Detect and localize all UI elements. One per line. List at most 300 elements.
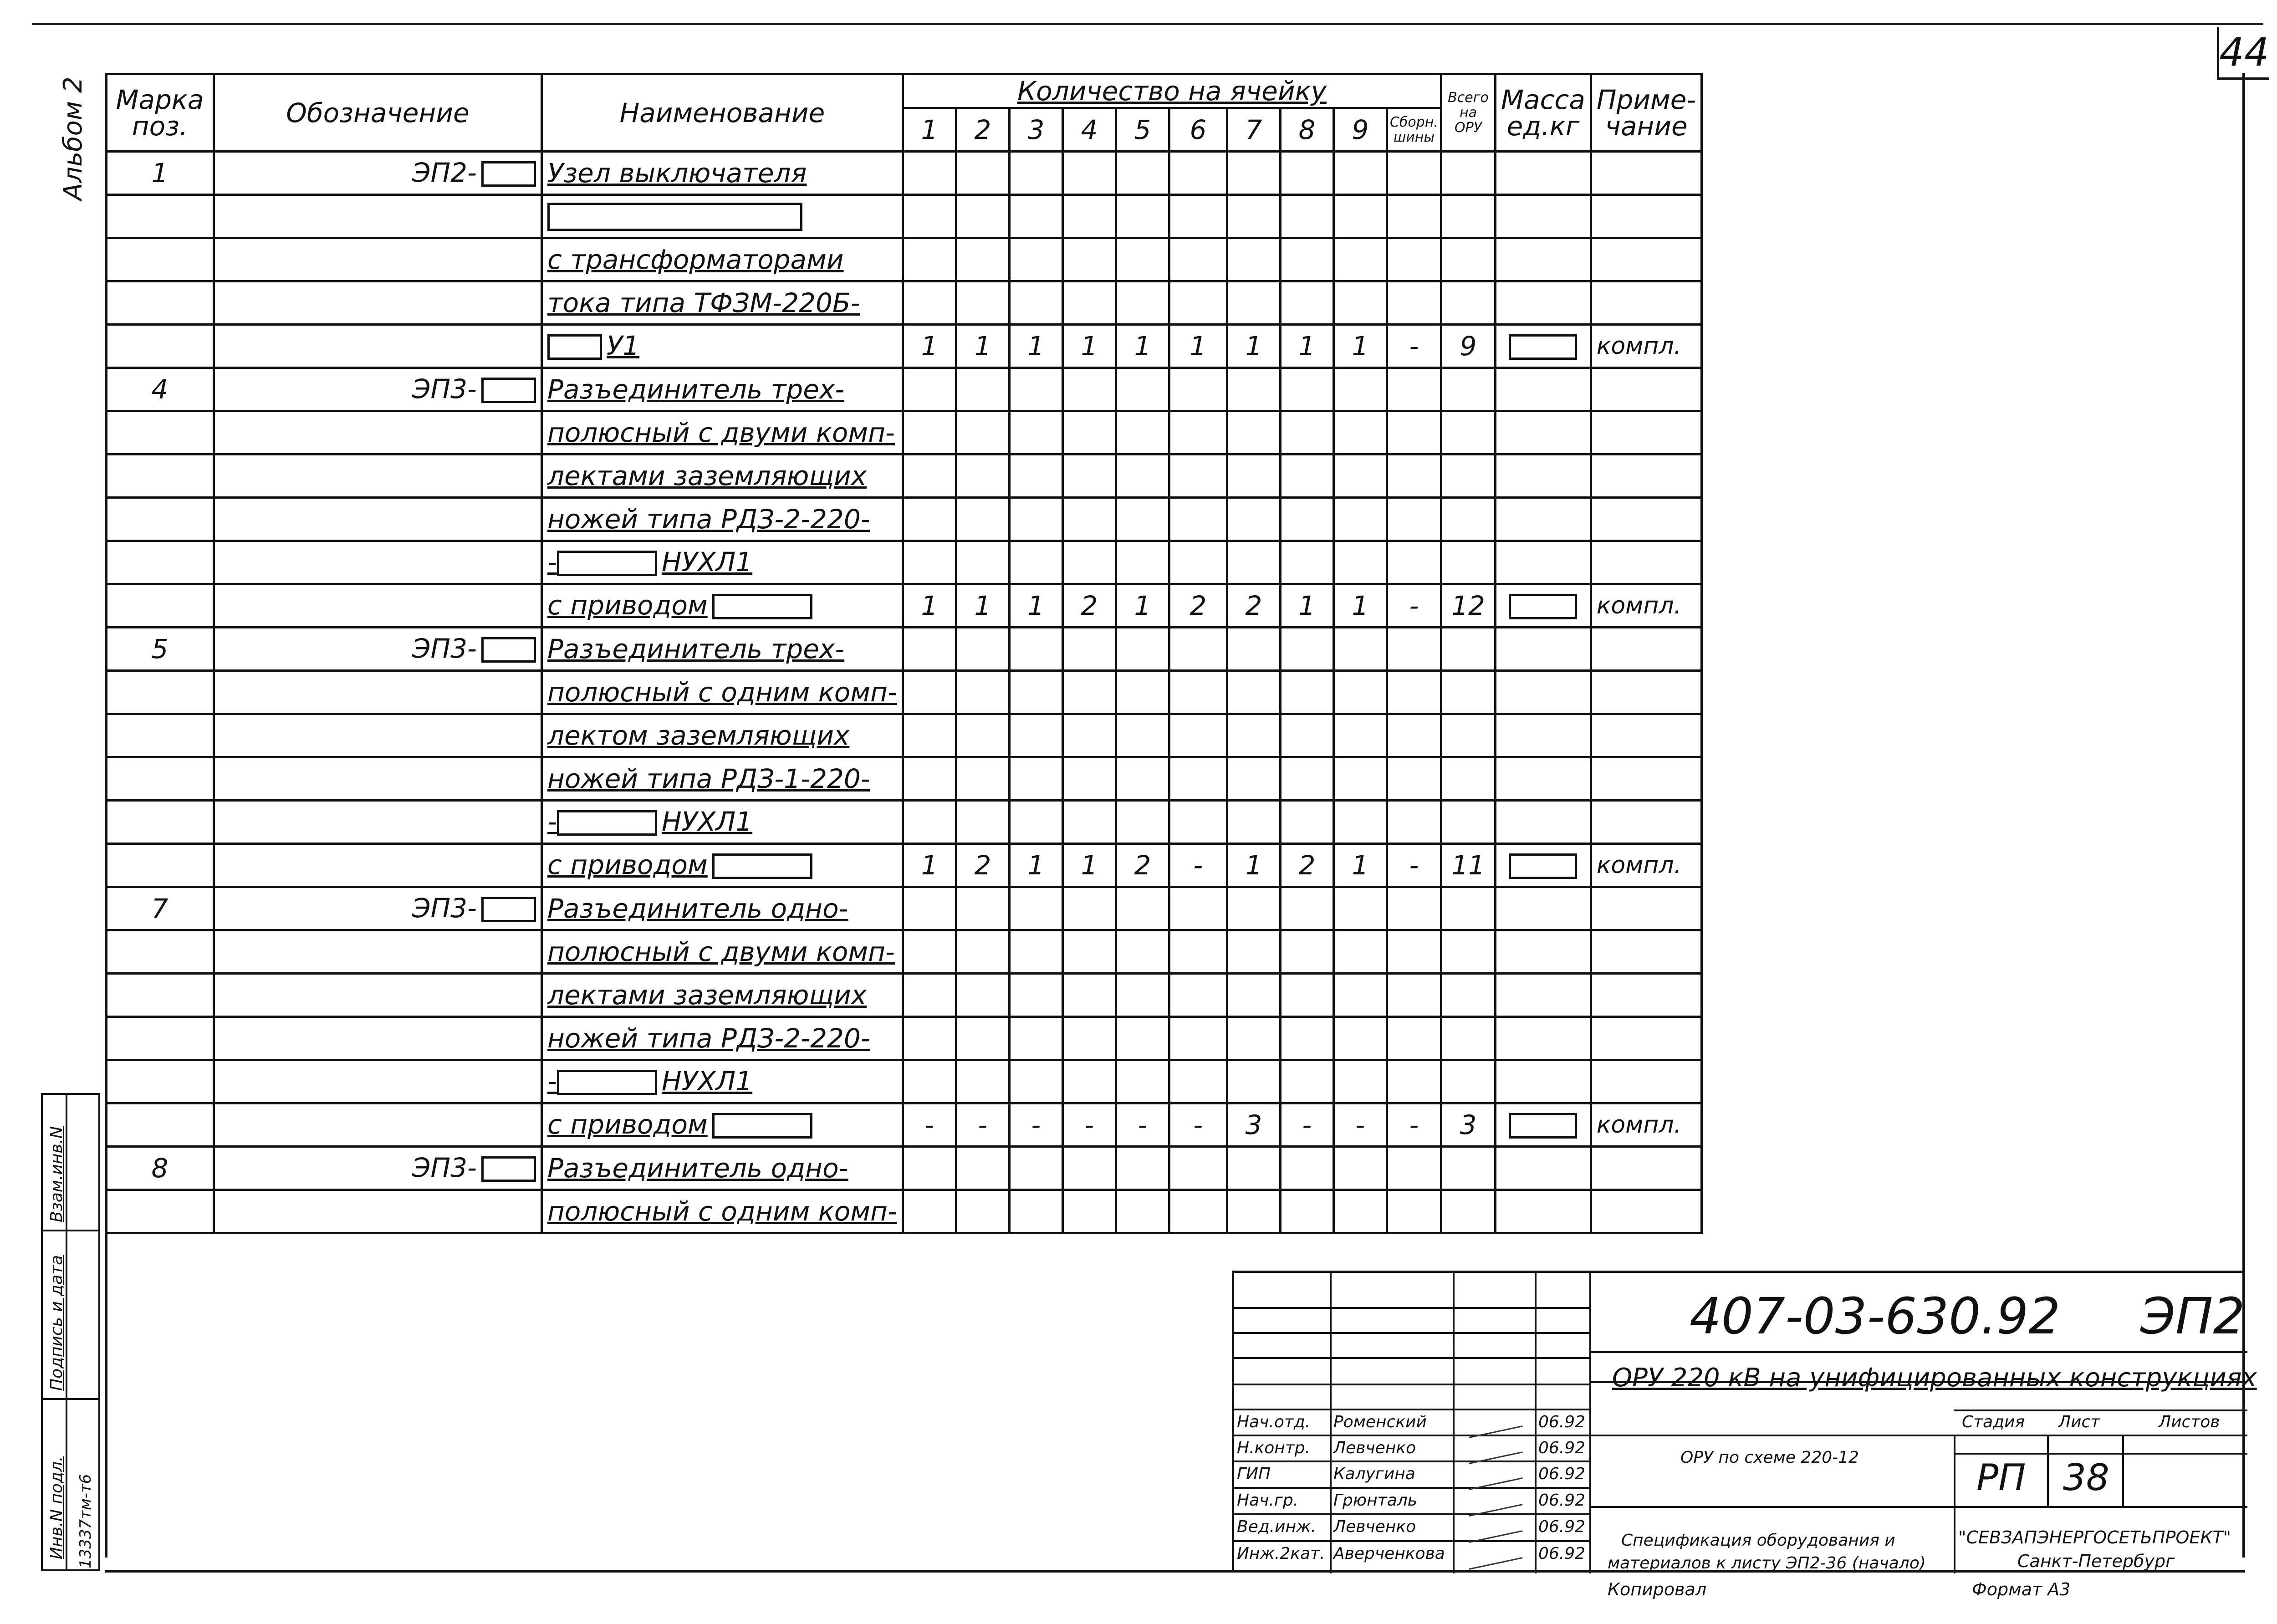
cell-mass [1496, 238, 1591, 281]
cell-marka [106, 1103, 214, 1147]
cell-qty [903, 281, 956, 325]
cell-qty: - [1169, 844, 1227, 887]
cell-qty [1062, 930, 1116, 974]
cell-marka [106, 1190, 214, 1233]
cell-qty [1062, 238, 1116, 281]
cell-total [1441, 801, 1496, 844]
cell-qty [956, 671, 1009, 714]
cell-naimenovanie [542, 411, 903, 455]
cell-naimenovanie [542, 1190, 903, 1233]
cell-qty [1387, 368, 1441, 411]
cell-qty [1169, 974, 1227, 1017]
cell-qty [1227, 281, 1280, 325]
cell-qty [903, 455, 956, 498]
cell-qty [1333, 498, 1387, 541]
cell-qty [1169, 714, 1227, 757]
cell-qty [903, 498, 956, 541]
cell-note [1591, 368, 1702, 411]
cell-qty [1227, 714, 1280, 757]
cell-qty [1280, 152, 1333, 195]
table-row [106, 887, 1702, 930]
cell-total [1441, 498, 1496, 541]
name-text: тока типа ТФЗМ-220Б- [547, 287, 860, 318]
cell-marka [106, 455, 214, 498]
doc-subtitle-1: ОРУ по схеме 220-12 [1680, 1448, 1859, 1467]
cell-note [1591, 1190, 1702, 1233]
cell-oboznachenie [214, 801, 542, 844]
cell-mass [1496, 671, 1591, 714]
cell-qty [1333, 455, 1387, 498]
cell-qty [1116, 411, 1169, 455]
table-row [106, 1190, 1702, 1233]
cell-total [1441, 671, 1496, 714]
cell-qty: - [1280, 1103, 1333, 1147]
cell-naimenovanie [542, 887, 903, 930]
cell-qty [1116, 801, 1169, 844]
col-header-cell-4: 4 [1062, 108, 1116, 152]
cell-mass [1496, 628, 1591, 671]
cell-qty [956, 195, 1009, 238]
cell-qty [1227, 757, 1280, 801]
signature-name: Аверченкова [1333, 1544, 1445, 1563]
cell-qty [1062, 974, 1116, 1017]
name-text: лектом заземляющих [547, 720, 850, 751]
cell-qty [1009, 411, 1062, 455]
col-header-cell-6: 6 [1169, 108, 1227, 152]
cell-qty [1116, 1060, 1169, 1103]
oboznachenie-text: ЭП3- [412, 1152, 477, 1183]
cell-mass [1496, 844, 1591, 887]
cell-qty: 1 [1280, 325, 1333, 368]
oboznachenie-text: ЭП3- [412, 633, 477, 664]
cell-qty [956, 411, 1009, 455]
cell-qty [903, 714, 956, 757]
signature-role: Н.контр. [1237, 1439, 1311, 1457]
table-row [106, 238, 1702, 281]
cell-qty [1116, 152, 1169, 195]
cell-qty [1333, 671, 1387, 714]
table-row [106, 714, 1702, 757]
cell-qty [1116, 455, 1169, 498]
cell-qty [956, 541, 1009, 584]
specification-table [105, 73, 1703, 1234]
cell-naimenovanie [542, 1103, 903, 1147]
table-row [106, 1103, 1702, 1147]
cell-note: компл. [1591, 325, 1702, 368]
name-text: с приводом [547, 589, 708, 621]
cell-naimenovanie [542, 757, 903, 801]
cell-qty: - [1387, 844, 1441, 887]
cell-qty [1227, 455, 1280, 498]
table-row [106, 498, 1702, 541]
cell-qty [1227, 671, 1280, 714]
cell-qty [1009, 1060, 1062, 1103]
cell-qty [1227, 801, 1280, 844]
cell-qty: - [1387, 584, 1441, 628]
cell-qty [903, 368, 956, 411]
table-row [106, 455, 1702, 498]
cell-qty [1009, 541, 1062, 584]
cell-qty [903, 238, 956, 281]
cell-mass [1496, 1147, 1591, 1190]
cell-qty [1280, 455, 1333, 498]
cell-total [1441, 411, 1496, 455]
cell-qty [1116, 1017, 1169, 1060]
cell-qty [1062, 455, 1116, 498]
cell-qty [956, 757, 1009, 801]
cell-qty [1280, 1017, 1333, 1060]
cell-qty [1169, 455, 1227, 498]
header-row [106, 74, 1702, 108]
cell-note [1591, 152, 1702, 195]
col-header-kolichestvo: Количество на ячейку [903, 74, 1441, 108]
cell-qty [956, 1190, 1009, 1233]
name-text: НУХЛ1 [661, 806, 753, 837]
cell-qty [956, 152, 1009, 195]
stamp-vzam-label: Взам.инв.N [47, 1126, 66, 1222]
cell-qty [1333, 930, 1387, 974]
cell-qty [903, 671, 956, 714]
cell-marka [106, 671, 214, 714]
cell-qty [1280, 1147, 1333, 1190]
cell-mass [1496, 584, 1591, 628]
cell-naimenovanie [542, 714, 903, 757]
cell-naimenovanie [542, 238, 903, 281]
cell-qty [903, 930, 956, 974]
cell-qty [1333, 1147, 1387, 1190]
dash-mark: - [547, 546, 557, 577]
cell-qty [1387, 757, 1441, 801]
cell-qty [1227, 498, 1280, 541]
cell-mass [1496, 801, 1591, 844]
cell-qty [1116, 887, 1169, 930]
cell-qty [1169, 541, 1227, 584]
cell-qty [1009, 238, 1062, 281]
cell-qty: 1 [956, 325, 1009, 368]
cell-qty [1169, 887, 1227, 930]
cell-total [1441, 974, 1496, 1017]
cell-oboznachenie [214, 974, 542, 1017]
blank-field [481, 897, 536, 922]
cell-note: компл. [1591, 1103, 1702, 1147]
cell-note: компл. [1591, 584, 1702, 628]
cell-oboznachenie [214, 238, 542, 281]
col-header-cell-9: 9 [1333, 108, 1387, 152]
cell-oboznachenie [214, 498, 542, 541]
cell-qty: 1 [1333, 584, 1387, 628]
cell-oboznachenie [214, 887, 542, 930]
cell-qty [1116, 757, 1169, 801]
oboznachenie-text: ЭП2- [412, 157, 477, 188]
cell-qty [1387, 801, 1441, 844]
cell-qty [1169, 930, 1227, 974]
sheet-value: 38 [2063, 1456, 2109, 1499]
cell-qty [1387, 974, 1441, 1017]
cell-naimenovanie [542, 974, 903, 1017]
album-label: Альбом 2 [58, 77, 88, 200]
cell-qty [1280, 1190, 1333, 1233]
cell-naimenovanie [542, 281, 903, 325]
cell-qty [1333, 801, 1387, 844]
cell-qty: - [903, 1103, 956, 1147]
blank-field [1509, 334, 1577, 360]
table-row [106, 325, 1702, 368]
cell-qty [903, 1017, 956, 1060]
cell-mass [1496, 1060, 1591, 1103]
name-text: Узел выключателя [547, 158, 807, 189]
col-header-cell-2: 2 [956, 108, 1009, 152]
cell-mass [1496, 1103, 1591, 1147]
cell-qty [1333, 238, 1387, 281]
cell-qty [1062, 1060, 1116, 1103]
cell-note [1591, 1060, 1702, 1103]
cell-qty [1333, 1017, 1387, 1060]
cell-total [1441, 1190, 1496, 1233]
cell-qty: 1 [1280, 584, 1333, 628]
blank-field [481, 378, 536, 403]
cell-mass [1496, 368, 1591, 411]
name-text: ножей типа РДЗ-2-220- [547, 1023, 870, 1054]
cell-qty [1169, 195, 1227, 238]
cell-qty [903, 1060, 956, 1103]
blank-field [557, 1070, 657, 1095]
cell-qty [1387, 1017, 1441, 1060]
cell-qty [1227, 411, 1280, 455]
cell-marka [106, 195, 214, 238]
blank-field [712, 594, 812, 619]
cell-qty [1280, 1060, 1333, 1103]
cell-qty [1169, 1017, 1227, 1060]
cell-note [1591, 1017, 1702, 1060]
cell-qty [1169, 801, 1227, 844]
cell-note [1591, 757, 1702, 801]
cell-mass [1496, 195, 1591, 238]
cell-naimenovanie [542, 195, 903, 238]
cell-note [1591, 974, 1702, 1017]
table-row [106, 152, 1702, 195]
name-text: У1 [607, 330, 640, 361]
signature-role: Вед.инж. [1237, 1517, 1316, 1536]
doc-subtitle-2a: Спецификация оборудования и [1621, 1531, 1895, 1550]
cell-qty: - [1116, 1103, 1169, 1147]
cell-qty [1387, 1147, 1441, 1190]
cell-qty: 1 [956, 584, 1009, 628]
cell-marka [106, 757, 214, 801]
signature-date: 06.92 [1538, 1439, 1586, 1457]
name-text: полюсный с одним комп- [547, 677, 897, 708]
cell-qty [1169, 368, 1227, 411]
cell-oboznachenie [214, 1017, 542, 1060]
cell-qty [903, 152, 956, 195]
cell-qty [1280, 930, 1333, 974]
sheet-number: 44 [2217, 27, 2269, 80]
blank-field [547, 203, 802, 231]
cell-qty [1387, 671, 1441, 714]
cell-note [1591, 238, 1702, 281]
cell-mass [1496, 281, 1591, 325]
name-text: ножей типа РДЗ-1-220- [547, 763, 870, 794]
cell-naimenovanie [542, 1147, 903, 1190]
cell-qty [1062, 1190, 1116, 1233]
cell-marka [106, 541, 214, 584]
blank-field [1509, 1113, 1577, 1139]
cell-oboznachenie [214, 930, 542, 974]
cell-qty [1169, 1147, 1227, 1190]
cell-oboznachenie [214, 671, 542, 714]
cell-marka: 1 [106, 152, 214, 195]
blank-field [1509, 594, 1577, 619]
cell-qty [1280, 714, 1333, 757]
blank-field [557, 551, 657, 576]
table-row [106, 974, 1702, 1017]
cell-oboznachenie [214, 1103, 542, 1147]
cell-qty [1009, 281, 1062, 325]
signature-name: Грюнталь [1333, 1491, 1418, 1510]
col-header-cell-5: 5 [1116, 108, 1169, 152]
cell-qty [956, 1017, 1009, 1060]
cell-naimenovanie [542, 584, 903, 628]
cell-qty [1062, 757, 1116, 801]
name-text: полюсный с одним комп- [547, 1196, 897, 1227]
cell-qty [1227, 974, 1280, 1017]
cell-qty [956, 238, 1009, 281]
cell-qty [1062, 714, 1116, 757]
blank-field [557, 810, 657, 836]
cell-qty [1169, 411, 1227, 455]
cell-note [1591, 628, 1702, 671]
cell-oboznachenie [214, 1060, 542, 1103]
cell-qty [1169, 281, 1227, 325]
cell-qty [1009, 368, 1062, 411]
cell-qty [1009, 974, 1062, 1017]
cell-qty [1009, 757, 1062, 801]
cell-qty [1116, 195, 1169, 238]
cell-mass [1496, 455, 1591, 498]
signature-name: Левченко [1333, 1439, 1416, 1457]
col-header-cell-7: 7 [1227, 108, 1280, 152]
cell-total: 9 [1441, 325, 1496, 368]
table-row [106, 584, 1702, 628]
cell-note [1591, 541, 1702, 584]
cell-marka [106, 714, 214, 757]
cell-qty: 1 [1169, 325, 1227, 368]
cell-oboznachenie [214, 325, 542, 368]
org-name: "СЕВЗАПЭНЕРГОСЕТЬПРОЕКТ" [1958, 1527, 2231, 1547]
cell-qty [1116, 541, 1169, 584]
cell-qty [1116, 238, 1169, 281]
cell-qty: 2 [1169, 584, 1227, 628]
cell-qty [1333, 714, 1387, 757]
name-text: НУХЛ1 [661, 1065, 753, 1097]
cell-total: 12 [1441, 584, 1496, 628]
cell-note [1591, 498, 1702, 541]
cell-qty [1009, 671, 1062, 714]
cell-mass [1496, 541, 1591, 584]
name-text: с приводом [547, 1108, 708, 1140]
cell-qty [1227, 152, 1280, 195]
oboznachenie-text: ЭП3- [412, 373, 477, 404]
cell-qty: 1 [903, 325, 956, 368]
table-row [106, 368, 1702, 411]
cell-qty [903, 974, 956, 1017]
cell-note [1591, 1147, 1702, 1190]
name-text: НУХЛ1 [661, 546, 753, 577]
cell-qty [1227, 541, 1280, 584]
cell-qty [1333, 541, 1387, 584]
cell-qty [1009, 1017, 1062, 1060]
cell-qty [1280, 887, 1333, 930]
cell-qty [1227, 930, 1280, 974]
col-header-cell-8: 8 [1280, 108, 1333, 152]
cell-qty [1009, 930, 1062, 974]
cell-marka [106, 584, 214, 628]
signature-date: 06.92 [1538, 1413, 1586, 1431]
cell-qty [1280, 541, 1333, 584]
cell-qty [1169, 1060, 1227, 1103]
cell-qty [1333, 1190, 1387, 1233]
table-row [106, 628, 1702, 671]
cell-qty [1280, 195, 1333, 238]
cell-qty: 1 [1009, 584, 1062, 628]
cell-naimenovanie [542, 541, 903, 584]
cell-total [1441, 1060, 1496, 1103]
cell-qty [1062, 671, 1116, 714]
cell-qty [1062, 368, 1116, 411]
signature-role: Нач.гр. [1237, 1491, 1299, 1510]
cell-qty [1009, 498, 1062, 541]
table-row [106, 1060, 1702, 1103]
cell-qty [1009, 714, 1062, 757]
cell-naimenovanie [542, 498, 903, 541]
cell-qty [1009, 455, 1062, 498]
cell-qty [1227, 1017, 1280, 1060]
cell-note [1591, 281, 1702, 325]
cell-qty [1280, 801, 1333, 844]
cell-qty [1169, 498, 1227, 541]
cell-qty: 2 [1116, 844, 1169, 887]
cell-qty [1387, 1190, 1441, 1233]
cell-qty: 1 [1116, 325, 1169, 368]
signature-name: Калугина [1333, 1465, 1415, 1483]
cell-qty [1062, 628, 1116, 671]
cell-total [1441, 628, 1496, 671]
cell-qty [1062, 498, 1116, 541]
blank-field [481, 161, 536, 187]
blank-field [1509, 853, 1577, 879]
cell-qty [1280, 411, 1333, 455]
cell-qty [956, 1060, 1009, 1103]
name-text: Разъединитель одно- [547, 1153, 848, 1184]
stage-label: Стадия [1962, 1413, 2025, 1431]
cell-qty: - [1169, 1103, 1227, 1147]
cell-qty [1333, 974, 1387, 1017]
cell-qty [956, 455, 1009, 498]
cell-oboznachenie [214, 281, 542, 325]
cell-total [1441, 238, 1496, 281]
cell-qty [1280, 974, 1333, 1017]
cell-note [1591, 930, 1702, 974]
cell-total: 3 [1441, 1103, 1496, 1147]
cell-qty: 1 [1062, 844, 1116, 887]
cell-naimenovanie [542, 1017, 903, 1060]
cell-marka: 4 [106, 368, 214, 411]
cell-total [1441, 930, 1496, 974]
oboznachenie-text: ЭП3- [412, 892, 477, 924]
cell-qty: 1 [1116, 584, 1169, 628]
cell-mass [1496, 152, 1591, 195]
cell-qty [1387, 455, 1441, 498]
col-header-marka: Марка поз. [106, 74, 214, 152]
